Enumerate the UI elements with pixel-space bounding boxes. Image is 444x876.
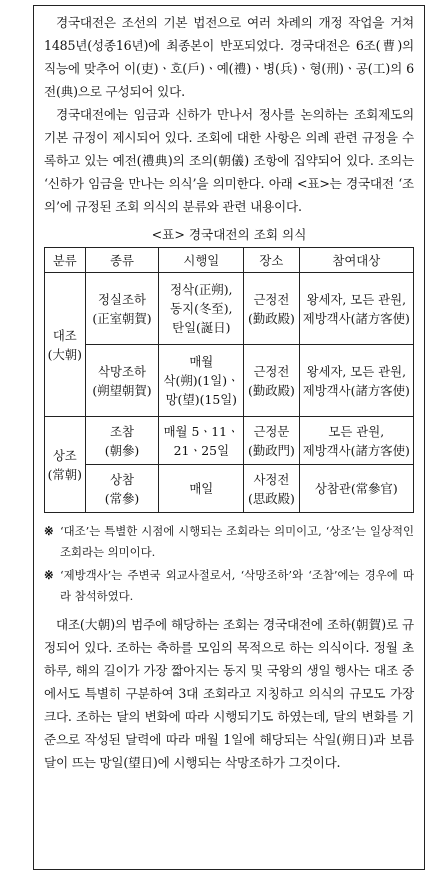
date-cell: 매월 5ㆍ11ㆍ 21ㆍ25일 bbox=[159, 417, 244, 465]
place-cell: 근정전 (勤政殿) bbox=[244, 273, 299, 345]
participants-cell: 왕세자, 모든 관원, 제방객사(諸方客使) bbox=[299, 345, 413, 417]
table-row bbox=[45, 345, 414, 417]
footnote-text: ‘제방객사’는 주변국 외교사절로서, ‘삭망조하’와 ‘조참’에는 경우에 따라 참석하였다. bbox=[60, 568, 414, 603]
footnote-text: ‘대조’는 특별한 시점에 시행되는 조회라는 의미이고, ‘상조’는 일상적인 조회라는 의미이다. bbox=[60, 524, 414, 559]
header-place: 장소 bbox=[244, 248, 299, 273]
date-cell: 정삭(正朔), 동지(冬至), 탄일(誕日) bbox=[159, 273, 244, 345]
category-cell: 대조 (大朝) bbox=[45, 273, 86, 417]
footnote-2 bbox=[44, 565, 414, 607]
document-frame bbox=[33, 5, 425, 870]
participants-cell: 왕세자, 모든 관원, 제방객사(諸方客使) bbox=[299, 273, 413, 345]
intro-paragraph-2: 경국대전에는 임금과 신하가 만나서 정사를 논의하는 조회제도의 기본 규정이 제시되어 있다. 조회에 대한 사항은 의례 관련 규정을 수록하고 있는 예전(禮典)의 조의(朝儀) 조항에 집약되어 있다. 조의는 ‘신하가 임금을 만나는 의식’을 의미한다. 아래 <표>는 경국대전 ‘조의’에 규정된 조회 의식의 분류와 관련 내용이다. bbox=[44, 107, 414, 214]
category-cell: 상조 (常朝) bbox=[45, 417, 86, 513]
participants-cell: 상참관(常參官) bbox=[299, 465, 413, 513]
place-cell: 사정전 (思政殿) bbox=[244, 465, 299, 513]
closing-paragraph: 대조(大朝)의 범주에 해당하는 조회는 경국대전에 조하(朝賀)로 규정되어 있다. 조하는 축하를 모임의 목적으로 하는 의식이다. 정월 초하루, 해의 길이가 가장 짧아지는 동지 및 국왕의 생일 행사는 대조 중에서도 특별히 구분하여 3대 조회라고 지칭하고 의식의 규모도 가장 크다. 조하는 달의 변화에 따라 시행되기도 하였는데, 달의 변화를 기준으로 작성된 달력에 따라 매월 1일에 해당되는 삭일(朔日)과 보름달이 뜨는 망일(望日)에 시행되는 삭망조하가 그것이다. bbox=[44, 617, 414, 770]
reference-mark-icon: ※ bbox=[44, 524, 54, 538]
place-cell: 근정문 (勤政門) bbox=[244, 417, 299, 465]
header-date: 시행일 bbox=[159, 248, 244, 273]
table-caption: <표> 경국대전의 조회 의식 bbox=[151, 227, 307, 242]
table-row bbox=[45, 465, 414, 513]
kind-cell: 조참 (朝參) bbox=[85, 417, 159, 465]
kind-cell: 상참 (常參) bbox=[85, 465, 159, 513]
reference-mark-icon: ※ bbox=[44, 568, 54, 582]
intro-paragraph-1: 경국대전은 조선의 기본 법전으로 여러 차례의 개정 작업을 거쳐 1485년(성종16년)에 최종본이 반포되었다. 경국대전은 6조(曹)의 직능에 맞추어 이(吏)ㆍ호(戶)ㆍ예(禮)ㆍ병(兵)ㆍ형(刑)ㆍ공(工)의 6전(典)으로 구성되어 있다. bbox=[44, 15, 414, 99]
footnote-1 bbox=[44, 521, 414, 563]
kind-cell: 정실조하 (正室朝賀) bbox=[85, 273, 159, 345]
header-kind: 종류 bbox=[85, 248, 159, 273]
place-cell: 근정전 (勤政殿) bbox=[244, 345, 299, 417]
header-category: 분류 bbox=[45, 248, 86, 273]
table-row bbox=[45, 273, 414, 345]
kind-cell: 삭망조하 (朔望朝賀) bbox=[85, 345, 159, 417]
date-cell: 매월 삭(朔)(1일)ㆍ 망(望)(15일) bbox=[159, 345, 244, 417]
participants-cell: 모든 관원, 제방객사(諸方客使) bbox=[299, 417, 413, 465]
ceremony-table bbox=[44, 247, 414, 513]
table-row bbox=[45, 417, 414, 465]
table-header-row bbox=[45, 248, 414, 273]
date-cell: 매일 bbox=[159, 465, 244, 513]
footnotes bbox=[44, 521, 414, 607]
header-participants: 참여대상 bbox=[299, 248, 413, 273]
